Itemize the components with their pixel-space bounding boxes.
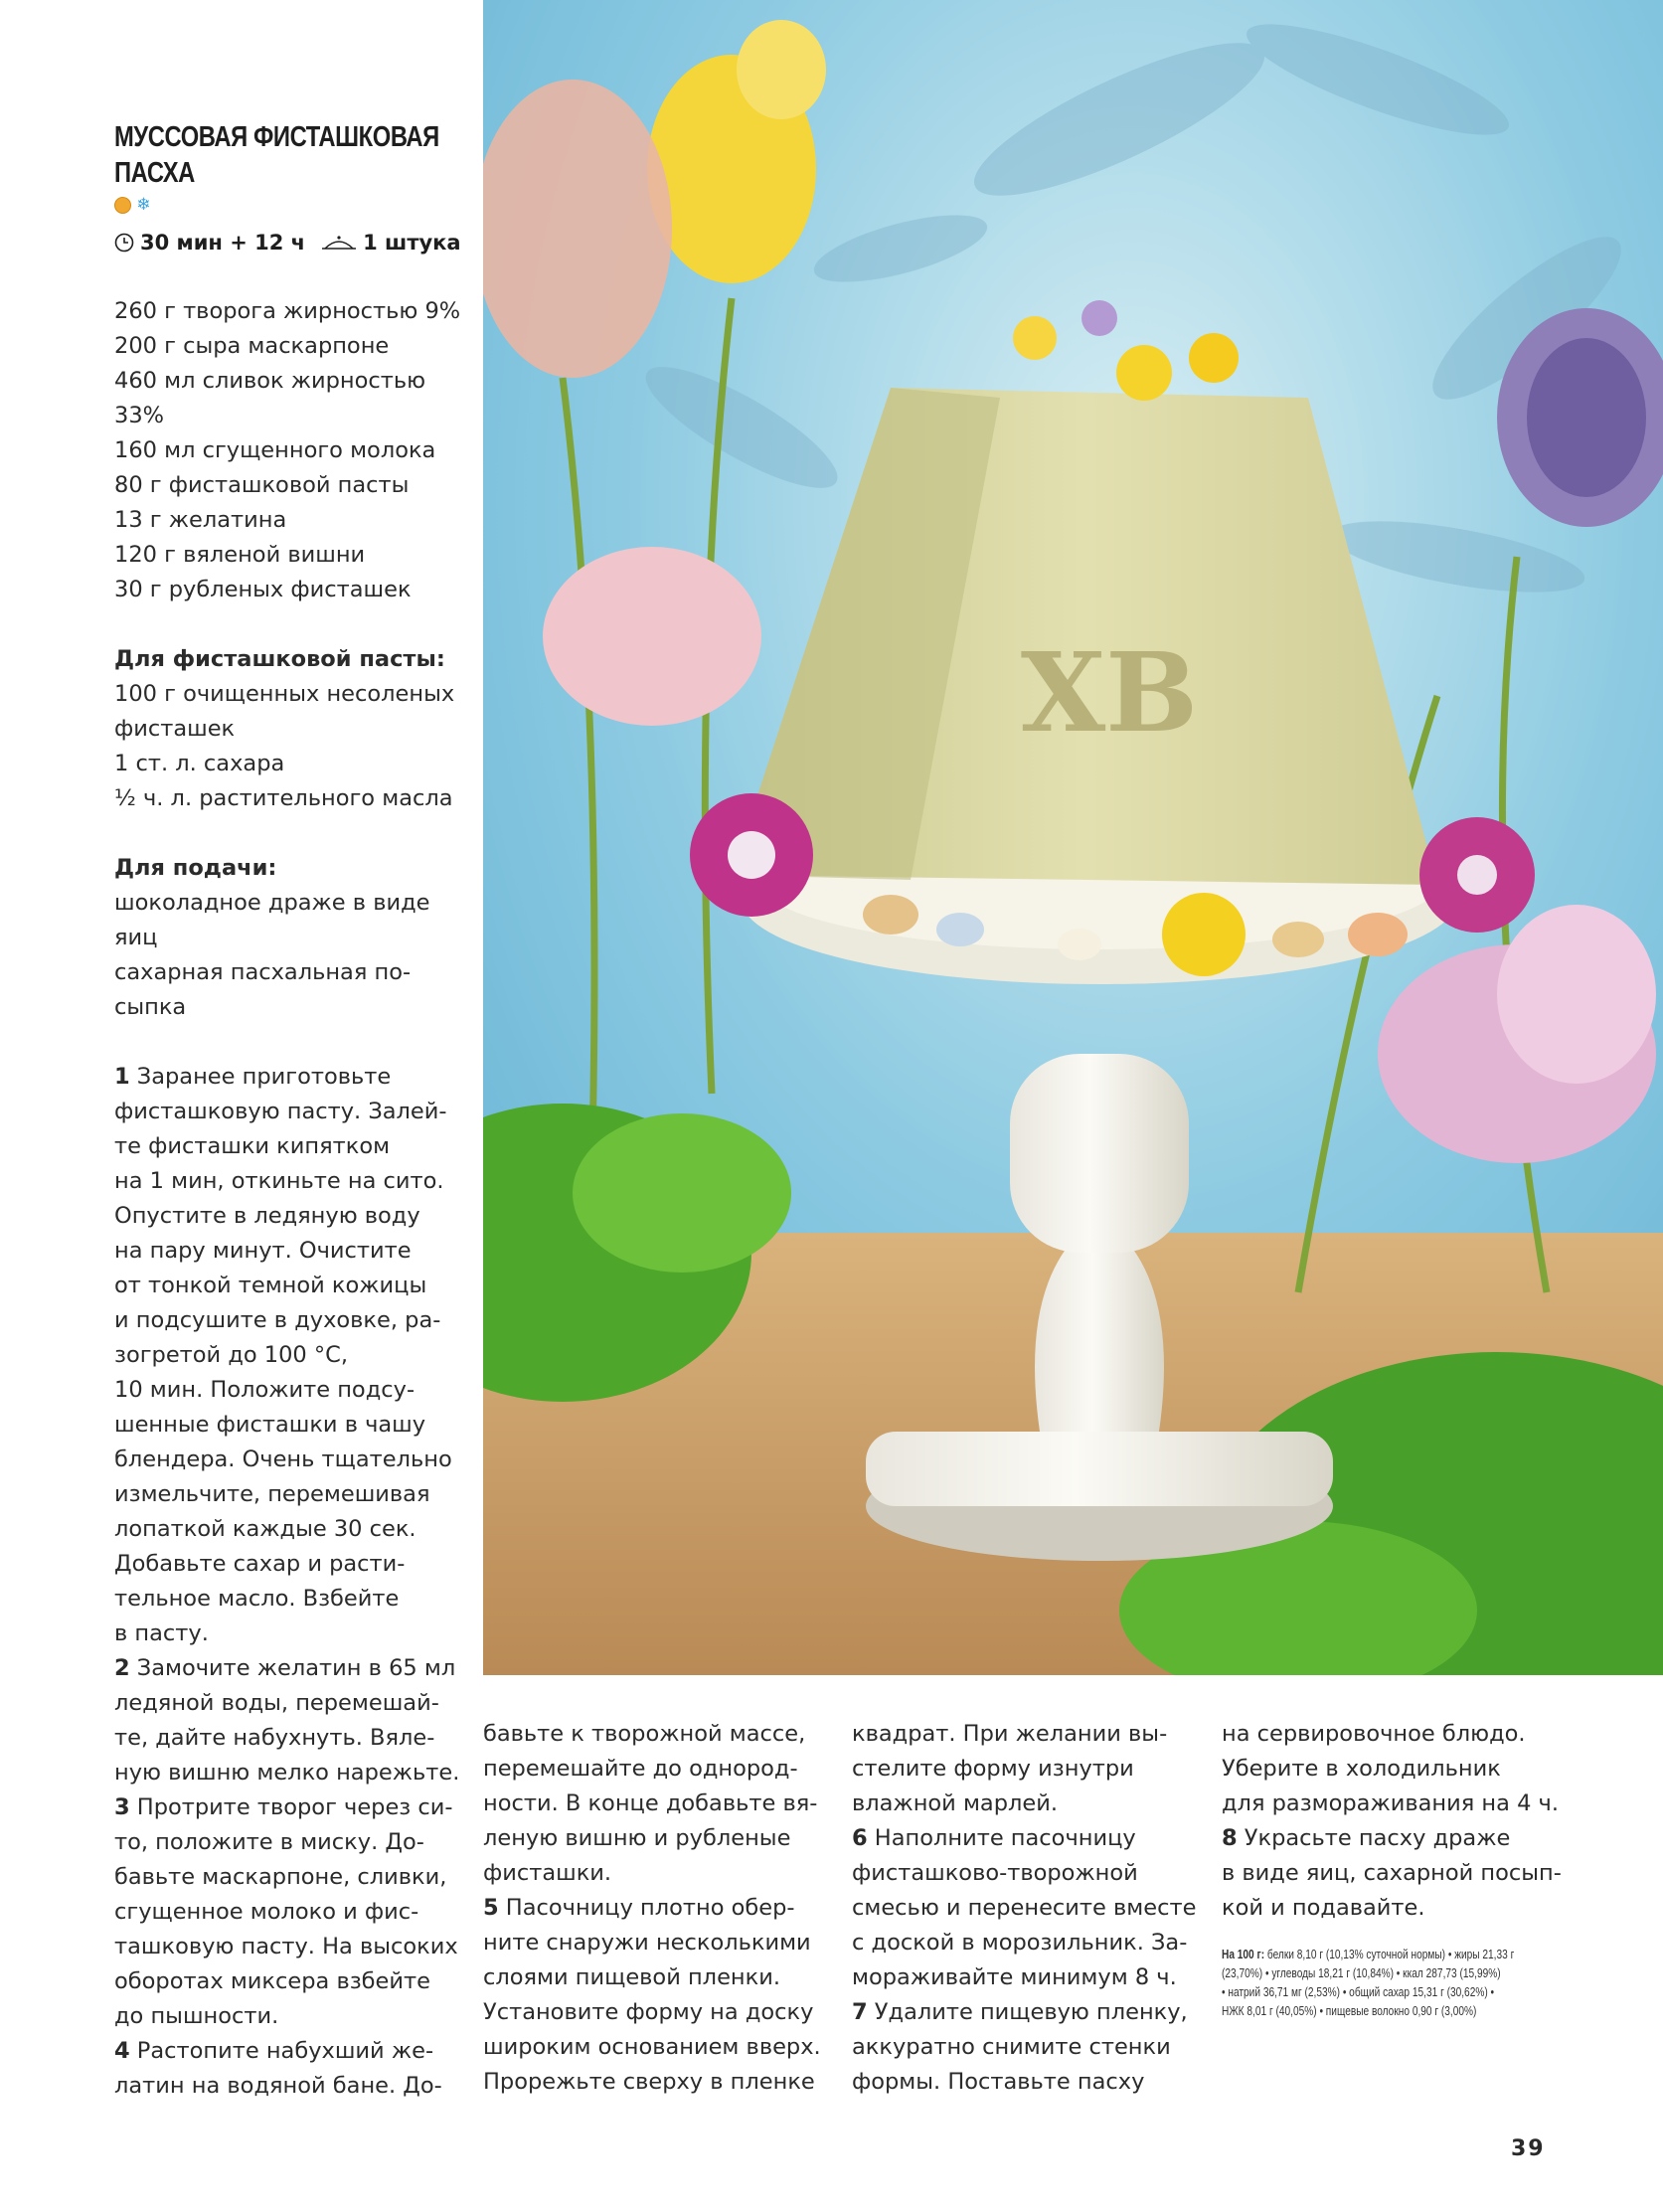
- ingredients-list: [114, 294, 472, 607]
- serving-heading: Для подачи:: [114, 855, 277, 881]
- paste-item: 1 ст. л. сахара: [114, 751, 285, 776]
- step-line: [114, 1964, 472, 1999]
- step-number: 3: [114, 1794, 130, 1820]
- step-line: [114, 1234, 472, 1269]
- step-text: Удалите пищевую пленку,: [867, 1999, 1188, 2025]
- nutrition-line-1: белки 8,10 г (10,13% суточной нормы) • жиры 21,33 г: [1264, 1947, 1515, 1961]
- step-line: [114, 1303, 472, 1338]
- step-line: [852, 1891, 1197, 1926]
- step-line: [114, 1616, 472, 1651]
- step-line: [114, 1408, 472, 1443]
- step-text: то, положите в миску. До-: [114, 1829, 424, 1855]
- nutrition-line-4: НЖК 8,01 г (40,05%) • пищевые волокно 0,90 г (3,00%): [1222, 2003, 1477, 2018]
- step-line: [483, 1926, 821, 1960]
- step-text: фисташковую пасту. Залей-: [114, 1099, 447, 1124]
- step-number: 8: [1222, 1825, 1238, 1851]
- step-line: [114, 1651, 472, 1686]
- step-text: зогретой до 100 °С,: [114, 1342, 349, 1368]
- step-text: в пасту.: [114, 1620, 209, 1646]
- step-line: [114, 1895, 472, 1930]
- step-line: [114, 1338, 472, 1373]
- serving-section: [114, 851, 472, 1025]
- snowflake-icon: ❄: [136, 195, 151, 215]
- step-text: перемешайте до однород-: [483, 1756, 798, 1782]
- nutrition-line-3: • натрий 36,71 мг (2,53%) • общий сахар 15,31 г (30,62%) •: [1222, 1984, 1495, 1999]
- step-text: леную вишню и рубленые: [483, 1825, 791, 1851]
- nutrition-info: [1222, 1945, 1563, 2020]
- step-text: мораживайте минимум 8 ч.: [852, 1964, 1177, 1990]
- step-number: 5: [483, 1895, 499, 1921]
- step-line: [114, 1512, 472, 1547]
- step-text: Добавьте сахар и расти-: [114, 1551, 406, 1577]
- steps-column-2: [483, 1717, 821, 2100]
- step-text: широким основанием вверх.: [483, 2034, 821, 2060]
- ingredient: 460 мл сливок жирностью: [114, 368, 426, 394]
- paskha-photo-illustration: [483, 0, 1663, 1675]
- step-line: [114, 1477, 472, 1512]
- step-line: [852, 1960, 1190, 1995]
- serving-icon: [321, 233, 357, 253]
- step-text: квадрат. При желании вы-: [852, 1721, 1168, 1747]
- step-text: фисташково-творожной: [852, 1860, 1138, 1886]
- step-text: с доской в морозильник. За-: [852, 1930, 1188, 1956]
- step-text: те фисташки кипятком: [114, 1133, 391, 1159]
- step-line: [114, 1129, 472, 1164]
- nutrition-label: На 100 г:: [1222, 1947, 1265, 1961]
- step-text: до пышности.: [114, 2003, 279, 2029]
- step-line: [114, 1756, 472, 1790]
- step-text: оборотах миксера взбейте: [114, 1968, 430, 1994]
- ingredient: 33%: [114, 403, 165, 428]
- ingredient: 120 г вяленой вишни: [114, 542, 366, 568]
- step-line: [483, 2065, 821, 2100]
- step-text: влажной марлей.: [852, 1790, 1058, 1816]
- step-number: 1: [114, 1064, 130, 1090]
- ingredients-column: [114, 294, 472, 2104]
- step-text: в виде яиц, сахарной посып-: [1222, 1860, 1562, 1886]
- yield: 1 штука: [363, 231, 461, 255]
- step-line: [114, 1199, 472, 1234]
- step-line: [852, 1926, 1190, 1960]
- step-line: [483, 1787, 821, 1821]
- recipe-title: [114, 119, 448, 191]
- step-line: [114, 1060, 472, 1095]
- serving-item: сыпка: [114, 994, 187, 1020]
- serving-item: сахарная пасхальная по-: [114, 959, 412, 985]
- paste-item: ½ ч. л. растительного масла: [114, 785, 453, 811]
- step-line: [1222, 1787, 1560, 1821]
- step-line: [483, 2030, 821, 2065]
- step-line: [114, 1269, 472, 1303]
- paste-section: [114, 642, 472, 816]
- step-line: [114, 2069, 472, 2104]
- step-line: [1222, 1752, 1560, 1787]
- step-line: [852, 1717, 1190, 1752]
- step-line: [483, 1717, 821, 1752]
- recipe-badges: [114, 197, 152, 217]
- step-line: [852, 1821, 1190, 1856]
- step-line: [1222, 1717, 1560, 1752]
- step-line: [114, 1582, 472, 1616]
- step-text: аккуратно снимите стенки: [852, 2034, 1171, 2060]
- step-text: Опустите в ледяную воду: [114, 1203, 420, 1229]
- nutrition-line-2: (23,70%) • углеводы 18,21 г (10,84%) • ккал 287,73 (15,99%): [1222, 1965, 1501, 1980]
- step-text: формы. Поставьте пасху: [852, 2069, 1145, 2095]
- step-line: [114, 1999, 472, 2034]
- step-text: и подсушите в духовке, ра-: [114, 1307, 441, 1333]
- step-text: ните снаружи несколькими: [483, 1930, 811, 1956]
- step-line: [852, 2065, 1190, 2100]
- ingredient: 30 г рубленых фисташек: [114, 577, 412, 602]
- step-line: [114, 1790, 472, 1825]
- step-text: ности. В конце добавьте вя-: [483, 1790, 818, 1816]
- step-number: 4: [114, 2038, 130, 2064]
- step-text: Украсьте пасху драже: [1237, 1825, 1511, 1851]
- clock-icon: [114, 233, 134, 253]
- step-text: на сервировочное блюдо.: [1222, 1721, 1526, 1747]
- step-text: Пасочницу плотно обер-: [498, 1895, 795, 1921]
- step-number: 7: [852, 1999, 868, 2025]
- step-line: [852, 1752, 1190, 1787]
- step-text: тельное масло. Взбейте: [114, 1586, 400, 1612]
- step-text: Уберите в холодильник: [1222, 1756, 1501, 1782]
- step-text: Растопите набухший же-: [129, 2038, 434, 2064]
- step-text: те, дайте набухнуть. Вяле-: [114, 1725, 435, 1751]
- paste-item: 100 г очищенных несоленых: [114, 681, 455, 707]
- step-line: [483, 1995, 821, 2030]
- step-text: латин на водяной бане. До-: [114, 2073, 442, 2099]
- steps-column-4: [1222, 1717, 1560, 1926]
- step-text: Протрите творог через си-: [129, 1794, 453, 1820]
- step-number: 2: [114, 1655, 130, 1681]
- step-text: для размораживания на 4 ч.: [1222, 1790, 1559, 1816]
- step-line: [114, 1930, 472, 1964]
- step-line: [483, 1960, 821, 1995]
- step-line: [483, 1856, 821, 1891]
- recipe-meta: [114, 231, 461, 255]
- serving-item: шоколадное драже в виде: [114, 890, 430, 916]
- step-line: [852, 1995, 1190, 2030]
- step-line: [1222, 1821, 1560, 1856]
- step-number: 6: [852, 1825, 868, 1851]
- serving-item: яиц: [114, 925, 158, 950]
- prep-time: 30 мин + 12 ч: [140, 231, 306, 255]
- title-line-1: МУССОВАЯ ФИСТАШКОВАЯ: [114, 121, 439, 153]
- step-line: [114, 1721, 472, 1756]
- step-text: шенные фисташки в чашу: [114, 1412, 426, 1438]
- paste-heading: Для фисташковой пасты:: [114, 646, 445, 672]
- step-text: Прорежьте сверху в пленке: [483, 2069, 815, 2095]
- photo-embossed-xb: ХВ: [1020, 628, 1199, 757]
- ingredient: 260 г творога жирностью 9%: [114, 298, 461, 324]
- step-text: сгущенное молоко и фис-: [114, 1899, 419, 1925]
- step-text: Наполните пасочницу: [867, 1825, 1136, 1851]
- step-text: Замочите желатин в 65 мл: [129, 1655, 456, 1681]
- step-line: [114, 1373, 472, 1408]
- step-text: бавьте к творожной массе,: [483, 1721, 806, 1747]
- step-line: [852, 2030, 1190, 2065]
- sun-badge-icon: [114, 197, 131, 214]
- step-text: на 1 мин, откиньте на сито.: [114, 1168, 444, 1194]
- step-text: измельчите, перемешивая: [114, 1481, 430, 1507]
- step-line: [114, 1443, 472, 1477]
- step-line: [114, 1860, 472, 1895]
- ingredient: 200 г сыра маскарпоне: [114, 333, 390, 359]
- ingredient: 13 г желатина: [114, 507, 287, 533]
- step-text: Заранее приготовьте: [129, 1064, 392, 1090]
- step-line: [852, 1787, 1190, 1821]
- step-line: [483, 1891, 821, 1926]
- step-line: [114, 1686, 472, 1721]
- step-text: бавьте маскарпоне, сливки,: [114, 1864, 447, 1890]
- step-line: [483, 1752, 821, 1787]
- step-text: фисташки.: [483, 1860, 612, 1886]
- step-text: смесью и перенесите вместе: [852, 1895, 1197, 1921]
- step-text: ташковую пасту. На высоких: [114, 1934, 458, 1959]
- step-line: [114, 1825, 472, 1860]
- step-text: от тонкой темной кожицы: [114, 1273, 427, 1298]
- step-line: [852, 1856, 1190, 1891]
- step-line: [114, 1164, 472, 1199]
- step-text: стелите форму изнутри: [852, 1756, 1134, 1782]
- step-text: слоями пищевой пленки.: [483, 1964, 780, 1990]
- step-line: [1222, 1856, 1560, 1891]
- step-text: на пару минут. Очистите: [114, 1238, 412, 1264]
- step-text: 10 мин. Положите подсу-: [114, 1377, 416, 1403]
- page-number: 39: [1511, 2136, 1546, 2161]
- step-text: лопаткой каждые 30 сек.: [114, 1516, 416, 1542]
- step-text: Установите форму на доску: [483, 1999, 814, 2025]
- steps-column-3: [852, 1717, 1197, 2100]
- title-line-2: ПАСХА: [114, 157, 195, 189]
- step-line: [114, 1095, 472, 1129]
- ingredient: 80 г фисташковой пасты: [114, 472, 410, 498]
- step-line: [1222, 1891, 1560, 1926]
- step-line: [114, 2034, 472, 2069]
- ingredient: 160 мл сгущенного молока: [114, 437, 436, 463]
- paste-item: фисташек: [114, 716, 236, 742]
- step-line: [114, 1547, 472, 1582]
- step-text: ледяной воды, перемешай-: [114, 1690, 439, 1716]
- steps-column-1: [114, 1060, 472, 2104]
- step-text: кой и подавайте.: [1222, 1895, 1425, 1921]
- step-text: блендера. Очень тщательно: [114, 1446, 452, 1472]
- recipe-photo: [483, 0, 1663, 1675]
- step-line: [483, 1821, 821, 1856]
- step-text: ную вишню мелко нарежьте.: [114, 1760, 460, 1786]
